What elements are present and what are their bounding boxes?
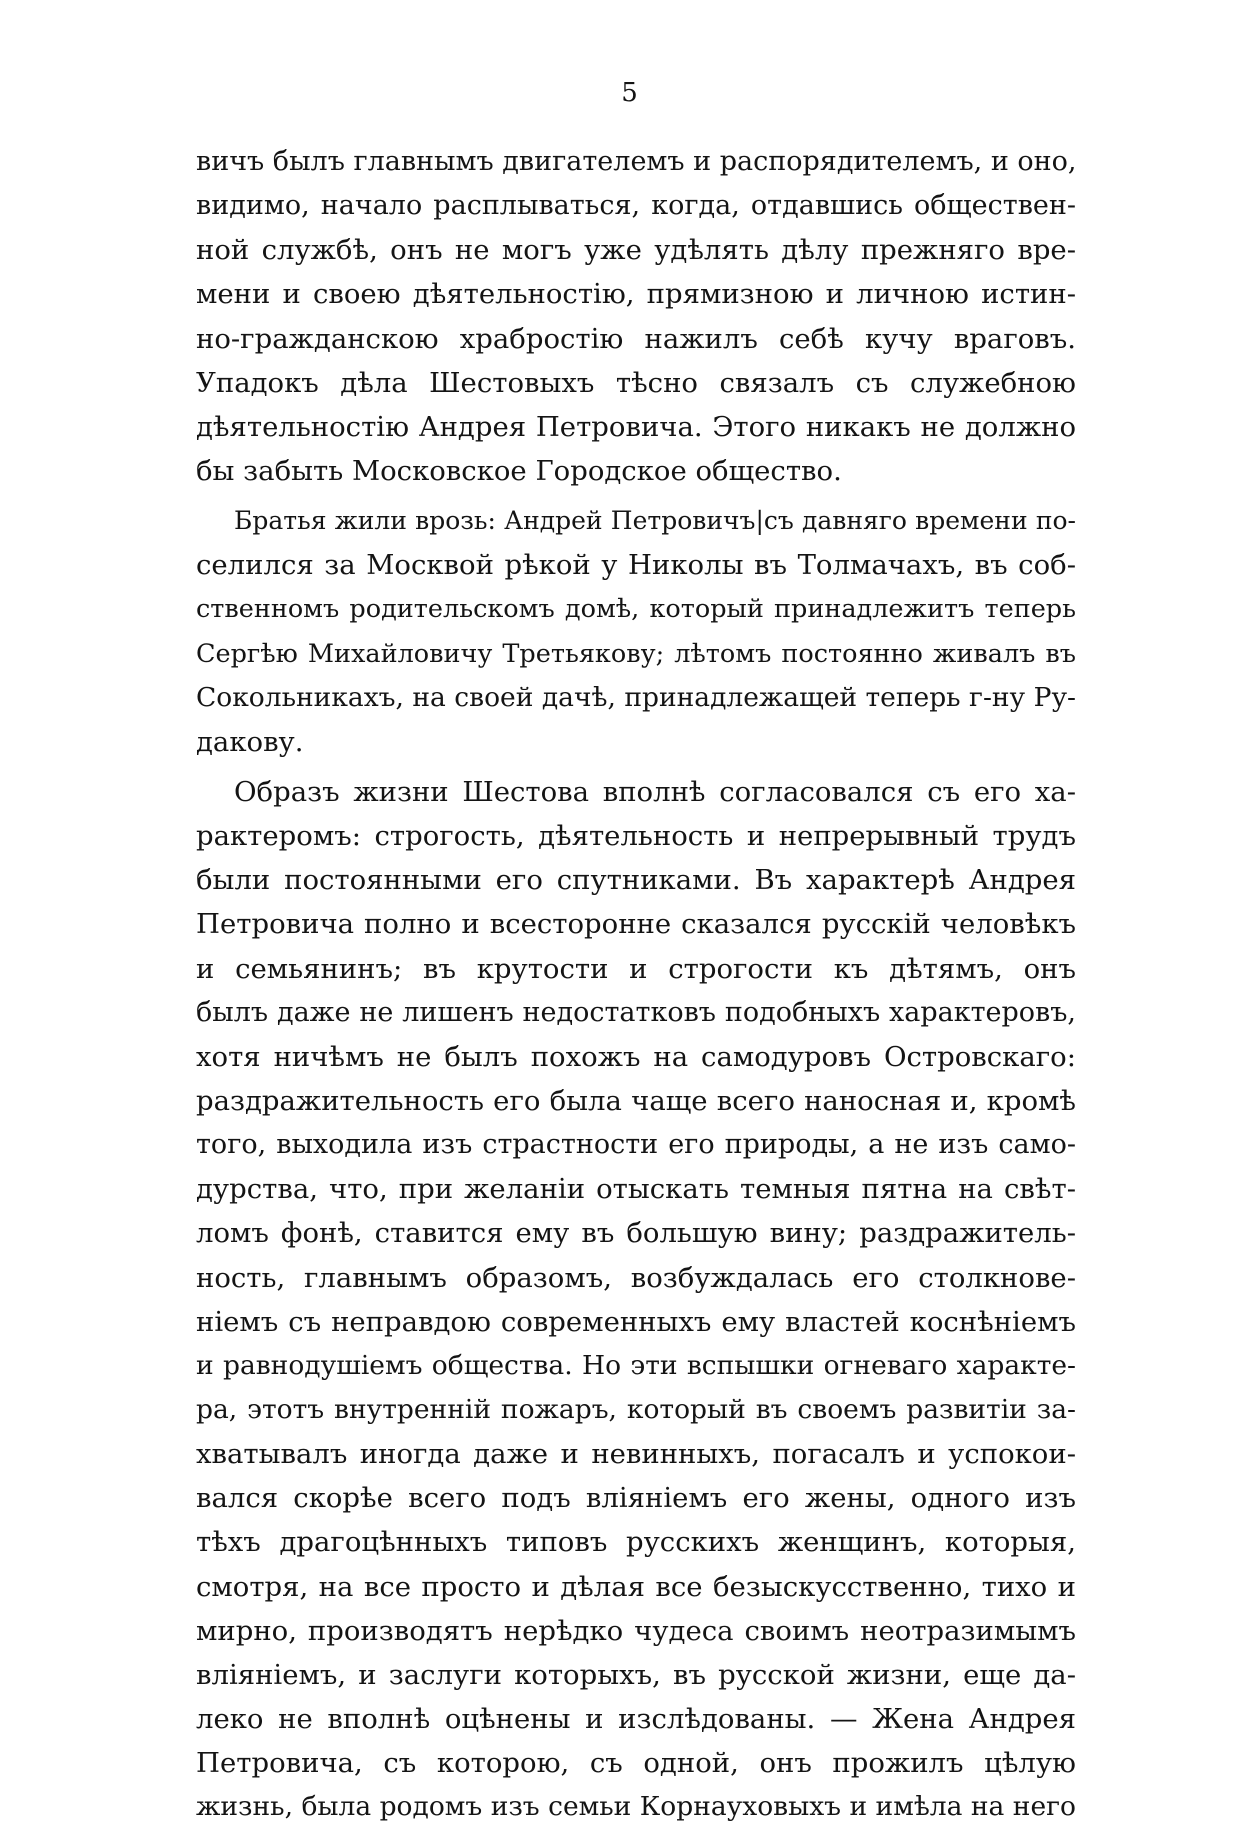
text-line: мени и своею дѣятельностію, прямизною и личною истин- xyxy=(196,278,1076,311)
paragraph-1 xyxy=(196,140,1076,493)
text-line: ственномъ родительскомъ домѣ, который принадлежитъ теперь xyxy=(196,594,1076,625)
text-line: вался скорѣе всего подъ вліяніемъ его жены, одного изъ xyxy=(196,1482,1076,1515)
text-line: Сокольникахъ, на своей дачѣ, принадлежащей теперь г-ну Ру- xyxy=(196,681,1076,713)
page-number: 5 xyxy=(621,78,638,108)
text-line: дѣятельностію Андрея Петровича. Этого никакъ не должно xyxy=(196,410,1076,443)
text-line: жизнь, была родомъ изъ семьи Корнауховыхъ и имѣла на него xyxy=(196,1791,1076,1823)
text-line: ніемъ съ неправдою современныхъ ему властей коснѣніемъ xyxy=(196,1305,1076,1338)
text-line: дурства, что, при желаніи отыскать темныя пятна на свѣт- xyxy=(196,1173,1076,1206)
text-line: ра, этотъ внутренній пожаръ, который въ своемъ развитіи за- xyxy=(196,1393,1076,1425)
text-line: Упадокъ дѣла Шестовыхъ тѣсно связалъ съ служебною xyxy=(196,366,1076,399)
text-line: ной службѣ, онъ не могъ уже удѣлять дѣлу прежняго вре- xyxy=(196,234,1076,267)
text-line: и равнодушіемъ общества. Но эти вспышки огневаго характе- xyxy=(196,1349,1076,1381)
paragraph-3 xyxy=(196,770,1076,1829)
text-line: того, выходила изъ страстности его природы, а не изъ само- xyxy=(196,1129,1076,1161)
text-line: хватывалъ иногда даже и невинныхъ, погасалъ и успокои- xyxy=(196,1438,1076,1471)
text-line: смотря, на все просто и дѣлая все безыскусственно, тихо и xyxy=(196,1570,1076,1603)
text-line: бы забыть Московское Городское общество. xyxy=(196,454,842,487)
text-line: и семьянинъ; въ крутости и строгости къ дѣтямъ, онъ xyxy=(196,952,1076,985)
text-line: рактеромъ: строгость, дѣятельность и непрерывный трудъ xyxy=(196,820,1076,853)
text-line: Братья жили врозь: Андрей Петровичъ|съ давняго времени по- xyxy=(234,506,1076,536)
text-line: но-гражданскою храбростію нажилъ себѣ кучу враговъ. xyxy=(196,322,1076,355)
text-line: видимо, начало расплываться, когда, отдавшись обществен- xyxy=(196,190,1076,222)
paragraph-2 xyxy=(196,499,1076,764)
body-text xyxy=(196,140,1076,1829)
text-line: хотя ничѣмъ не былъ похожъ на самодуровъ Островскаго: xyxy=(196,1040,1076,1073)
text-line: мирно, производятъ нерѣдко чудеса своимъ неотразимымъ xyxy=(196,1614,1076,1647)
text-line: Сергѣю Михайловичу Третьякову; лѣтомъ постоянно живалъ въ xyxy=(196,638,1076,669)
text-line: были постоянными его спутниками. Въ характерѣ Андрея xyxy=(196,864,1076,897)
text-line: Образъ жизни Шестова вполнѣ согласовался съ его ха- xyxy=(234,775,1076,808)
text-line: Петровича полно и всесторонне сказался русскій человѣкъ xyxy=(196,908,1076,941)
text-line: селился за Москвой рѣкой у Николы въ Толмачахъ, въ соб- xyxy=(196,549,1076,582)
text-line: былъ даже не лишенъ недостатковъ подобныхъ характеровъ, xyxy=(196,996,1076,1028)
text-line: ность, главнымъ образомъ, возбуждалась его столкнове- xyxy=(196,1261,1076,1294)
text-line: дакову. xyxy=(196,725,304,758)
text-line: вліяніемъ, и заслуги которыхъ, въ русской жизни, еще да- xyxy=(196,1658,1076,1691)
text-line: вичъ былъ главнымъ двигателемъ и распорядителемъ, и оно, xyxy=(196,146,1077,177)
text-line: Петровича, съ которою, съ одной, онъ прожилъ цѣлую xyxy=(196,1747,1076,1780)
text-line: тѣхъ драгоцѣнныхъ типовъ русскихъ женщинъ, которыя, xyxy=(196,1526,1076,1559)
text-line: ломъ фонѣ, ставится ему въ большую вину; раздражитель- xyxy=(196,1217,1076,1250)
text-line: раздражительность его была чаще всего наносная и, кромѣ xyxy=(196,1084,1076,1117)
text-line: леко не вполнѣ оцѣнены и изслѣдованы. — Жена Андрея xyxy=(196,1702,1076,1735)
